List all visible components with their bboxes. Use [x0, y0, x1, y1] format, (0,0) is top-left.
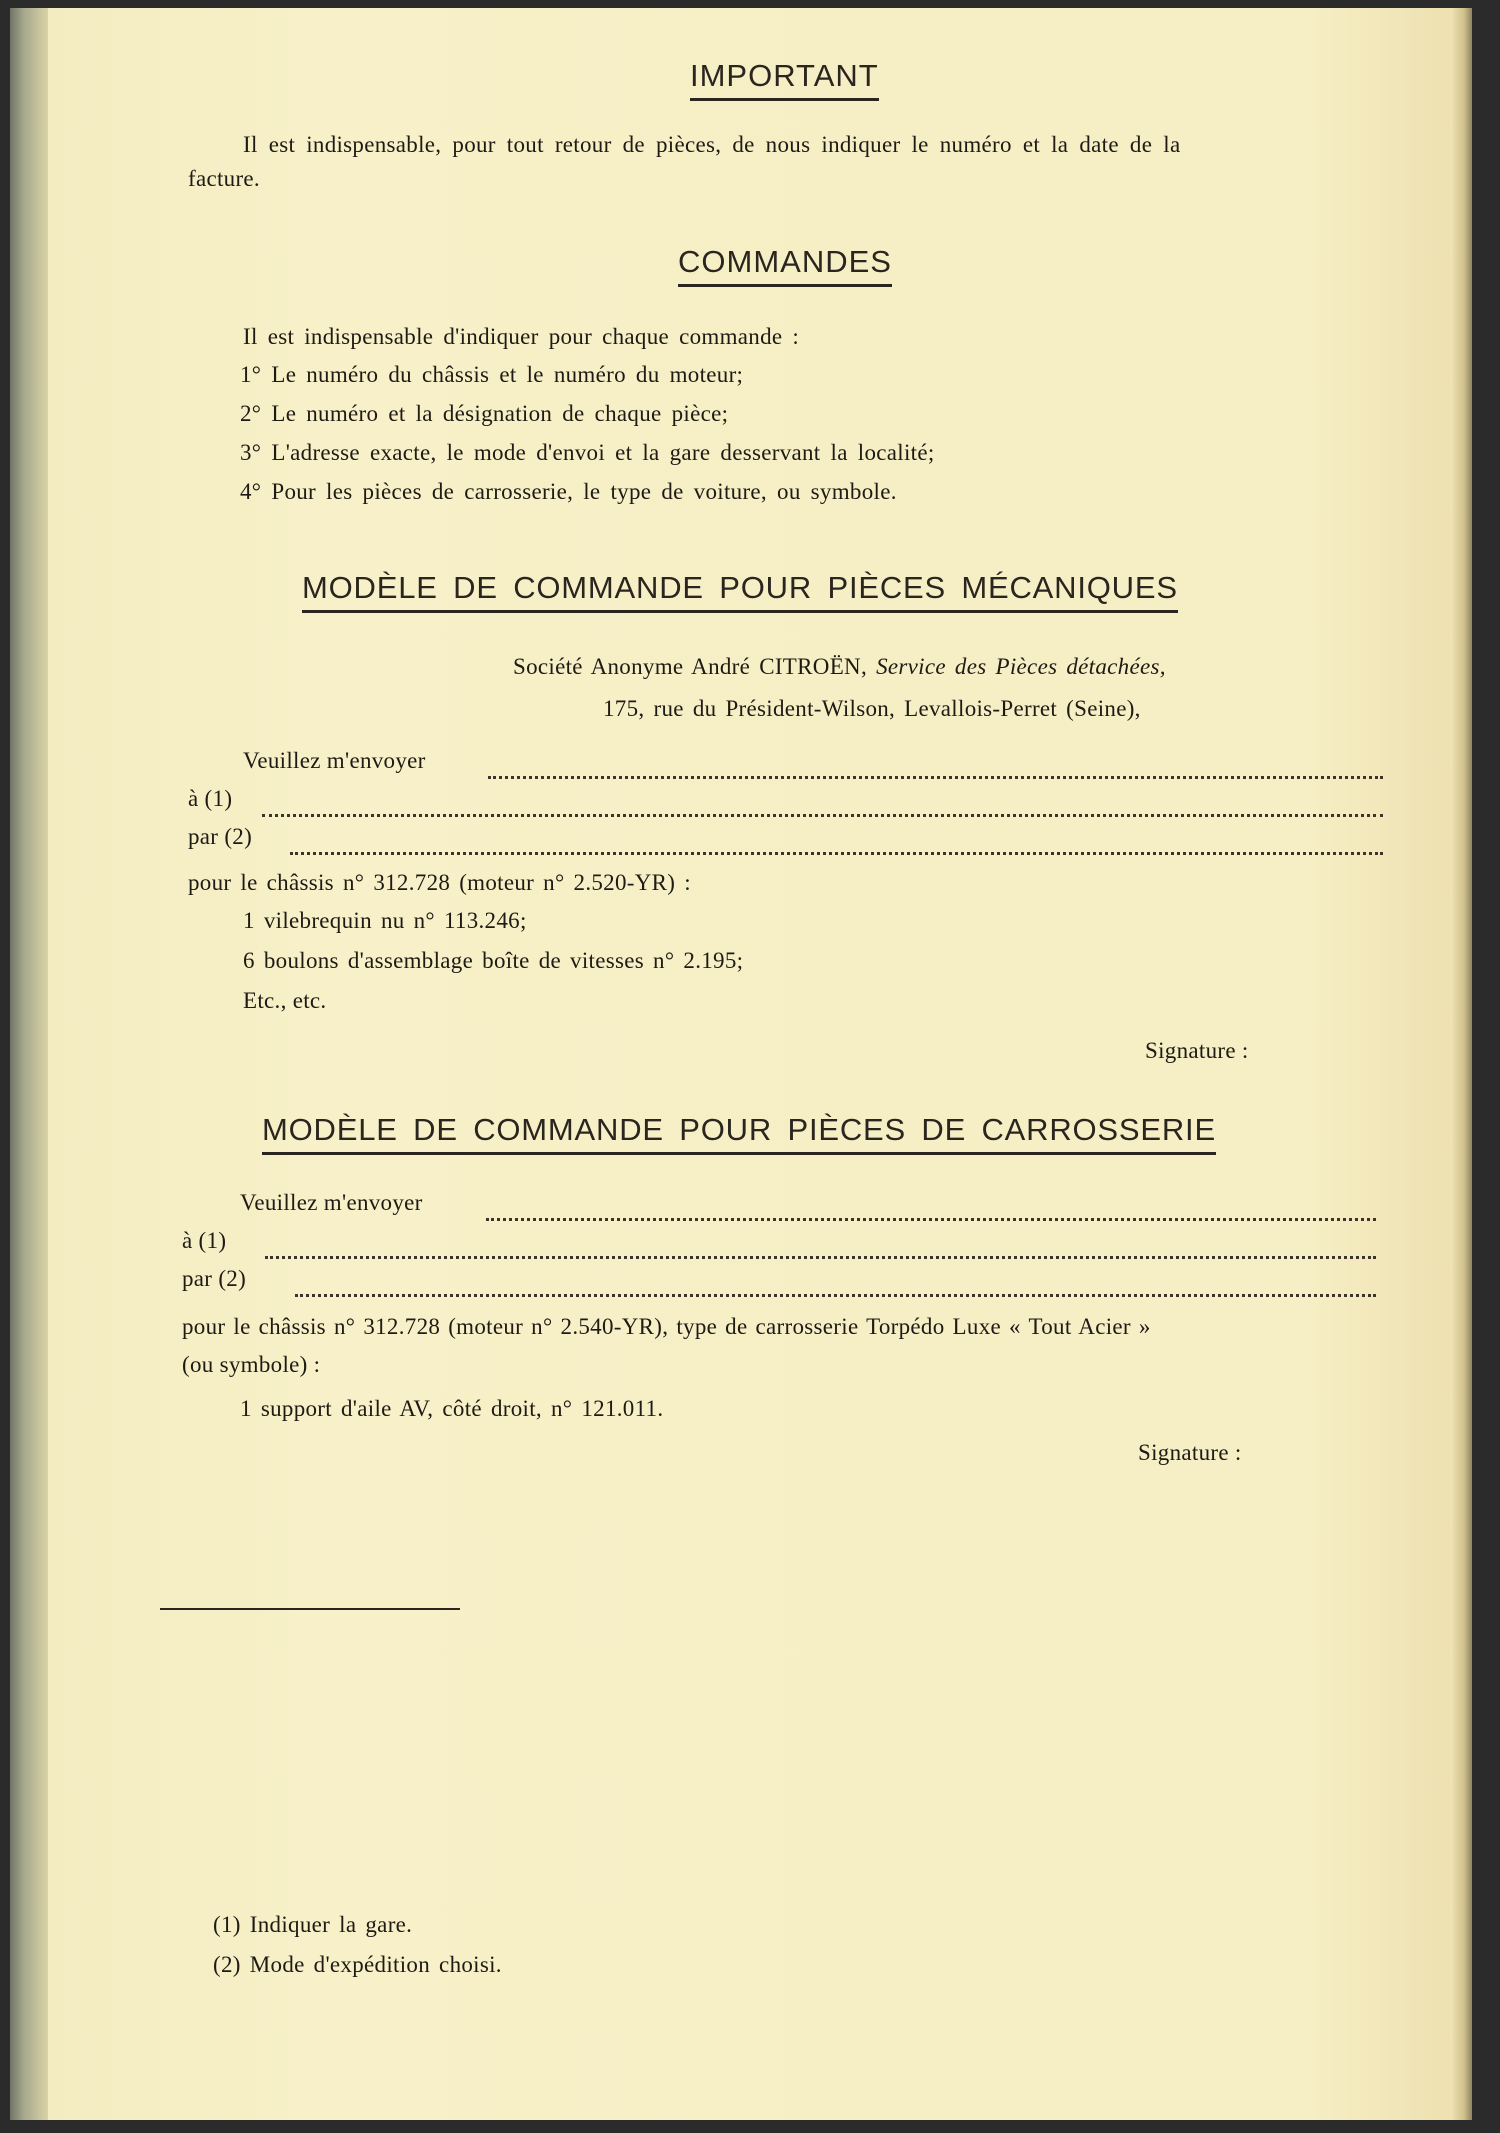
footnote-rule — [160, 1608, 460, 1610]
mecaniques-address-line2: 175, rue du Président-Wilson, Levallois-Perret (Seine), — [603, 696, 1141, 721]
document-page — [10, 8, 1472, 2120]
mecaniques-par-label: par (2) — [188, 824, 253, 849]
commandes-item-4: 4° Pour les pièces de carrosserie, le type de voiture, ou symbole. — [240, 479, 897, 504]
mecaniques-chassis-line: pour le châssis n° 312.728 (moteur n° 2.520-YR) : — [188, 870, 691, 895]
mecaniques-par-dotted-line — [290, 852, 1383, 855]
mecaniques-item-3: Etc., etc. — [243, 988, 327, 1013]
carrosserie-item: 1 support d'aile AV, côté droit, n° 121.011. — [240, 1396, 664, 1421]
commandes-item-3: 3° L'adresse exacte, le mode d'envoi et la gare desservant la localité; — [240, 440, 935, 465]
commandes-heading: COMMANDES — [678, 244, 892, 287]
carrosserie-envoyer-label: Veuillez m'envoyer — [240, 1190, 423, 1215]
binding-spine — [10, 8, 48, 2120]
important-heading: IMPORTANT — [690, 58, 879, 101]
mecaniques-heading: MODÈLE DE COMMANDE POUR PIÈCES MÉCANIQUES — [302, 570, 1178, 613]
carrosserie-a-dotted-line — [265, 1256, 1376, 1259]
mecaniques-envoyer-dotted-line — [488, 776, 1383, 779]
carrosserie-signature: Signature : — [1138, 1440, 1242, 1465]
mecaniques-address-line1 — [513, 654, 1166, 680]
commandes-intro: Il est indispensable d'indiquer pour chaque commande : — [243, 324, 800, 349]
commandes-item-2: 2° Le numéro et la désignation de chaque pièce; — [240, 401, 729, 426]
important-text-line2: facture. — [188, 166, 260, 191]
mecaniques-company: Société Anonyme André CITROËN, — [513, 654, 868, 679]
mecaniques-a-dotted-line — [262, 814, 1383, 817]
carrosserie-par-dotted-line — [295, 1294, 1376, 1297]
carrosserie-chassis-line2: (ou symbole) : — [182, 1352, 321, 1377]
carrosserie-chassis-line1: pour le châssis n° 312.728 (moteur n° 2.540-YR), type de carrosserie Torpédo Luxe « Tout Acier » — [182, 1314, 1151, 1339]
footnote-1: (1) Indiquer la gare. — [213, 1912, 413, 1937]
mecaniques-signature: Signature : — [1145, 1038, 1249, 1063]
carrosserie-heading: MODÈLE DE COMMANDE POUR PIÈCES DE CARROSSERIE — [262, 1112, 1216, 1155]
mecaniques-item-2: 6 boulons d'assemblage boîte de vitesses n° 2.195; — [243, 948, 744, 973]
mecaniques-item-1: 1 vilebrequin nu n° 113.246; — [243, 908, 527, 933]
carrosserie-a-label: à (1) — [182, 1228, 227, 1253]
mecaniques-a-label: à (1) — [188, 786, 233, 811]
page-edge — [1450, 8, 1472, 2120]
mecaniques-envoyer-label: Veuillez m'envoyer — [243, 748, 426, 773]
mecaniques-service: Service des Pièces détachées, — [876, 654, 1166, 679]
footnote-2: (2) Mode d'expédition choisi. — [213, 1952, 502, 1977]
important-text-line1: Il est indispensable, pour tout retour de pièces, de nous indiquer le numéro et la date de la — [243, 132, 1181, 157]
carrosserie-envoyer-dotted-line — [486, 1218, 1376, 1221]
commandes-item-1: 1° Le numéro du châssis et le numéro du moteur; — [240, 362, 744, 387]
carrosserie-par-label: par (2) — [182, 1266, 247, 1291]
